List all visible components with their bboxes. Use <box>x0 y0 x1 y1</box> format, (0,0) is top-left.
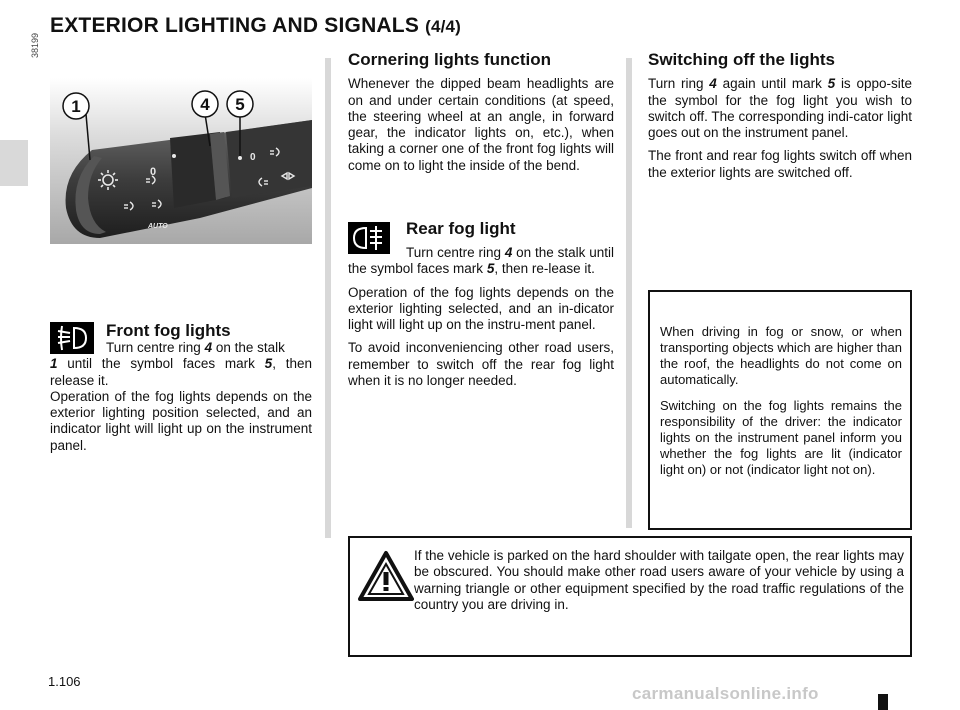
column-divider-right <box>626 58 632 528</box>
front-fog-operation: Operation of the fog lights depends on the exterior lighting position selected, and an indicator light will light up on the instrument panel. <box>50 388 312 453</box>
rear-fog-instruction: Turn centre ring 4 on the stalk until the symbol faces mark 5, then re-lease it. <box>348 245 614 277</box>
callout-4: 4 <box>200 95 210 114</box>
switch-off-section <box>648 52 912 188</box>
switch-off-instruction: Turn ring 4 again until mark 5 is oppo-site the symbol for the fog light you wish to switch off. The corresponding indi-cator light goes out on the instrument panel. <box>648 76 912 141</box>
page-number: 1.106 <box>48 674 81 689</box>
cornering-heading: Cornering lights function <box>348 50 552 69</box>
cornering-body: Whenever the dipped beam headlights are on and under certain conditions (at speed, the steering wheel at an angle, in forward gear, the indicator lights on, etc.), when taking a corner one of the front fog lights will come on to light the inside of the bend. <box>348 76 614 173</box>
rear-fog-light-icon <box>348 222 390 254</box>
front-fog-instruction-cont: 1 until the symbol faces mark 5, then release it. <box>50 356 312 388</box>
callout-1: 1 <box>71 97 81 116</box>
middle-column <box>348 52 614 181</box>
warning-box <box>348 536 912 657</box>
stalk-mark-zero-2: 0 <box>250 152 256 163</box>
callout-5: 5 <box>235 95 245 114</box>
warning-triangle-icon <box>358 550 414 602</box>
corner-mark <box>878 694 888 710</box>
rear-fog-operation: Operation of the fog lights depends on the exterior lighting selected, and an in-dicator light will light up on the instru-ment panel. <box>348 284 614 333</box>
front-fog-section <box>50 322 312 461</box>
info-driver-responsibility: Switching on the fog lights remains the responsibility of the driver: the indicator lights on the instrument panel inform you whether the fog lights are lit (indicator light on) or not (indicator light not on). <box>660 398 902 477</box>
stalk-mark-zero-1: 0 <box>150 166 157 178</box>
switch-off-auto: The front and rear fog lights switch off when the exterior lights are switched off. <box>648 148 912 180</box>
stalk-mark-auto: AUTO <box>148 223 168 230</box>
watermark: carmanualsonline.info <box>632 684 819 703</box>
info-fog-snow: When driving in fog or snow, or when transporting objects which are higher than the roof, the headlights do not come on automatically. <box>660 324 902 387</box>
rear-fog-heading: Rear fog light <box>406 219 516 238</box>
column-divider-left <box>325 58 331 538</box>
lighting-stalk-figure <box>50 78 312 244</box>
switch-off-heading: Switching off the lights <box>648 50 835 69</box>
front-fog-light-icon <box>50 322 94 354</box>
info-box <box>648 290 912 530</box>
rear-fog-section <box>348 218 614 396</box>
front-fog-heading: Front fog lights <box>106 321 231 340</box>
section-tab <box>0 140 28 186</box>
rear-fog-reminder: To avoid inconveniencing other road users, remember to switch off the rear fog light when it is no longer needed. <box>348 340 614 389</box>
front-fog-instruction: Turn centre ring 4 on the stalk <box>106 340 285 355</box>
image-id: 38199 <box>30 32 40 58</box>
page-title: EXTERIOR LIGHTING AND SIGNALS (4/4) <box>50 14 462 37</box>
warning-text: If the vehicle is parked on the hard shoulder with tailgate open, the rear lights may be obscured. You should make other road users aware of your vehicle by using a warning triangle or other equipment specified by the road traffic regulations of the country you are driving in. <box>414 548 904 612</box>
